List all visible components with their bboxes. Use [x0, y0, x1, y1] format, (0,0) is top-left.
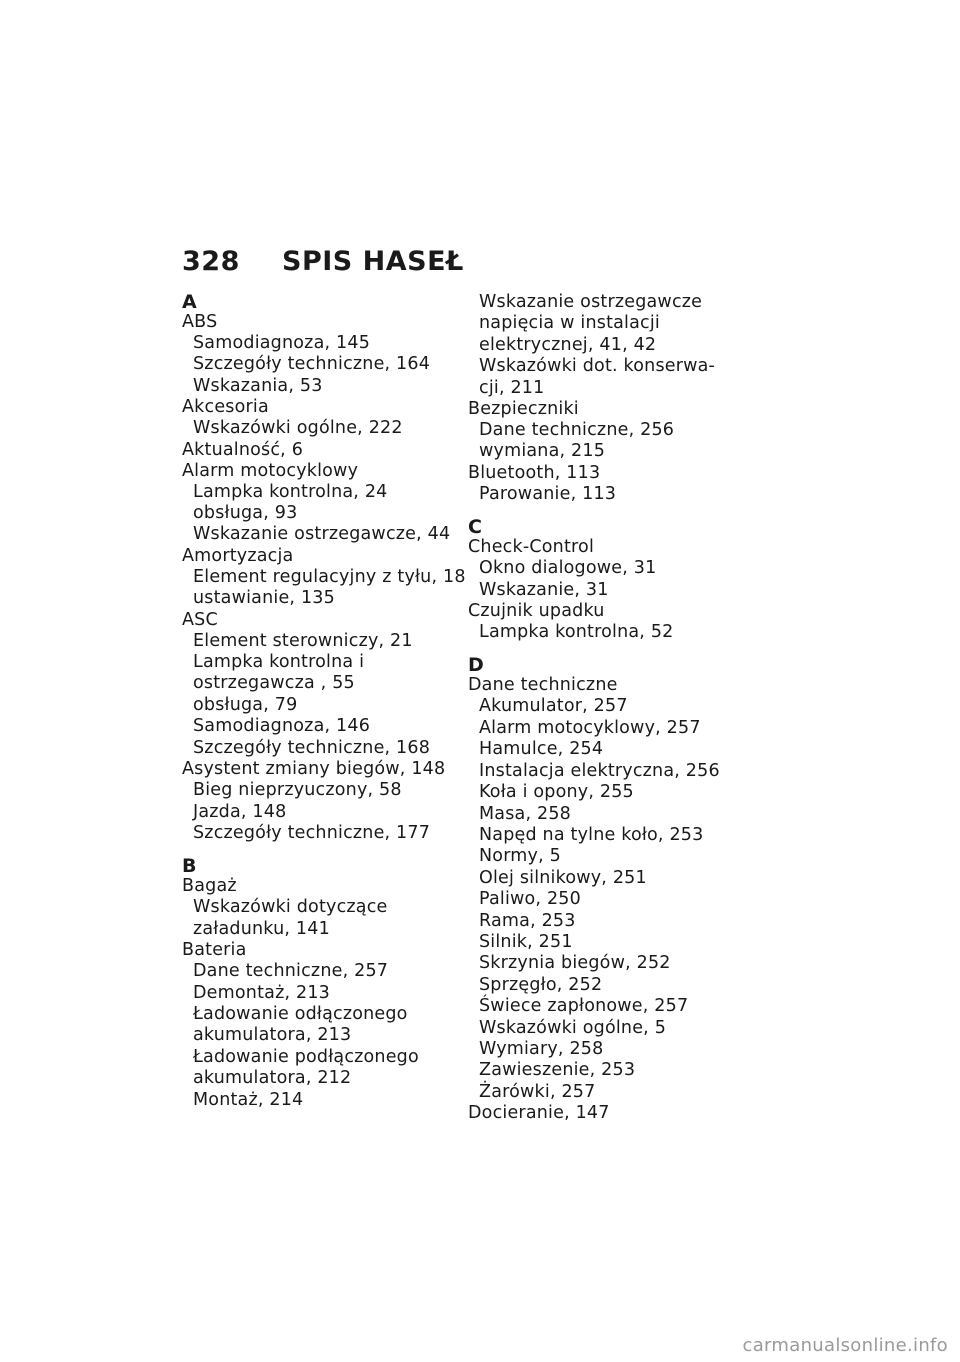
index-entry: Bagaż — [182, 876, 237, 897]
index-subentry: Element sterowniczy, 21 — [193, 630, 413, 651]
index-subentry: Skrzynia biegów, 252 — [479, 953, 671, 974]
index-subentry: Lampka kontrolna, 24 — [193, 481, 388, 502]
index-subentry: Rama, 253 — [479, 910, 576, 931]
index-column-left — [182, 292, 472, 1111]
index-subentry: Ładowanie odłączonego — [193, 1003, 408, 1024]
index-subentry: ustawianie, 135 — [193, 588, 335, 609]
index-entry: Bluetooth, 113 — [468, 462, 601, 483]
index-subentry: Wskazanie, 31 — [479, 579, 609, 600]
index-entry: Akcesoria — [182, 397, 269, 418]
index-subentry: Wskazanie ostrzegawcze, 44 — [193, 524, 451, 545]
index-subentry: elektrycznej, 41, 42 — [479, 334, 657, 355]
index-subentry: Wymiary, 258 — [479, 1038, 604, 1059]
index-subentry: Jazda, 148 — [193, 801, 287, 822]
index-subentry: Szczegóły techniczne, 168 — [193, 737, 431, 758]
page-title: SPIS HASEŁ — [282, 246, 464, 277]
index-subentry: załadunku, 141 — [193, 918, 330, 939]
index-subentry: Hamulce, 254 — [479, 739, 604, 760]
index-entry: Bateria — [182, 940, 247, 961]
index-subentry: akumulatora, 212 — [193, 1068, 352, 1089]
index-subentry: Normy, 5 — [479, 846, 561, 867]
index-subentry: Żarówki, 257 — [479, 1081, 596, 1102]
index-entry: ABS — [182, 312, 218, 332]
index-letter-heading: A — [182, 291, 197, 313]
index-subentry: Wskazówki dot. konserwa- — [479, 356, 716, 377]
index-subentry: Wskazania, 53 — [193, 375, 323, 396]
index-subentry: Szczegóły techniczne, 177 — [193, 822, 431, 843]
index-entry: ASC — [182, 609, 218, 630]
page-number: 328 — [182, 246, 240, 277]
index-subentry: Samodiagnoza, 145 — [193, 333, 371, 353]
index-entry: Aktualność, 6 — [182, 439, 304, 460]
index-subentry: wymiana, 215 — [479, 441, 606, 462]
index-subentry: Olej silnikowy, 251 — [479, 867, 647, 888]
index-subentry: napięcia w instalacji — [479, 313, 660, 334]
index-subentry: Montaż, 214 — [193, 1089, 304, 1110]
index-subentry: Masa, 258 — [479, 803, 571, 824]
watermark-text: carmanualsonline.info — [742, 1335, 948, 1356]
index-letter-heading: D — [468, 654, 484, 677]
index-subentry: Bieg nieprzyuczony, 58 — [193, 780, 402, 801]
index-subentry: obsługa, 79 — [193, 694, 298, 715]
index-subentry: Koła i opony, 255 — [479, 782, 634, 803]
index-subentry: Akumulator, 257 — [479, 696, 628, 717]
index-entry: Czujnik upadku — [468, 601, 605, 622]
index-subentry: Instalacja elektryczna, 256 — [479, 760, 720, 781]
page-header — [182, 246, 464, 280]
index-subentry: Wskazanie ostrzegawcze — [479, 292, 703, 312]
index-entry: Amortyzacja — [182, 545, 294, 566]
index-entry: Bezpieczniki — [468, 399, 579, 420]
index-subentry: Paliwo, 250 — [479, 889, 581, 910]
index-subentry: Alarm motocyklowy, 257 — [479, 717, 701, 738]
index-subentry: akumulatora, 213 — [193, 1025, 352, 1046]
index-subentry: ostrzegawcza , 55 — [193, 673, 355, 694]
index-subentry: obsługa, 93 — [193, 503, 298, 524]
index-subentry: Element regulacyjny z tyłu, 18 — [193, 566, 466, 587]
index-subentry: Demontaż, 213 — [193, 982, 330, 1003]
index-entry: Check-Control — [468, 537, 595, 558]
index-subentry: Lampka kontrolna, 52 — [479, 622, 674, 643]
index-subentry: cji, 211 — [479, 377, 545, 398]
index-entry: Alarm motocyklowy — [182, 460, 359, 481]
index-subentry: Zawieszenie, 253 — [479, 1060, 636, 1081]
index-subentry: Napęd na tylne koło, 253 — [479, 824, 704, 845]
index-subentry: Sprzęgło, 252 — [479, 974, 603, 995]
index-entry: Asystent zmiany biegów, 148 — [182, 759, 446, 780]
index-subentry: Samodiagnoza, 146 — [193, 716, 371, 737]
index-subentry: Wskazówki ogólne, 222 — [193, 418, 403, 439]
index-subentry: Parowanie, 113 — [479, 483, 617, 504]
index-subentry: Wskazówki ogólne, 5 — [479, 1017, 667, 1038]
index-letter-heading: C — [468, 516, 483, 539]
index-subentry: Silnik, 251 — [479, 931, 573, 952]
index-subentry: Lampka kontrolna i — [193, 652, 365, 673]
index-column-right — [468, 292, 758, 1124]
index-subentry: Wskazówki dotyczące — [193, 897, 388, 918]
index-entry: Docieranie, 147 — [468, 1103, 610, 1124]
index-letter-heading: B — [182, 855, 197, 878]
index-subentry: Świece zapłonowe, 257 — [479, 996, 689, 1017]
index-subentry: Okno dialogowe, 31 — [479, 558, 657, 579]
index-subentry: Szczegóły techniczne, 164 — [193, 354, 431, 375]
index-subentry: Ładowanie podłączonego — [193, 1046, 419, 1067]
index-subentry: Dane techniczne, 256 — [479, 420, 675, 441]
index-subentry: Dane techniczne, 257 — [193, 961, 389, 982]
index-entry: Dane techniczne — [468, 675, 618, 696]
